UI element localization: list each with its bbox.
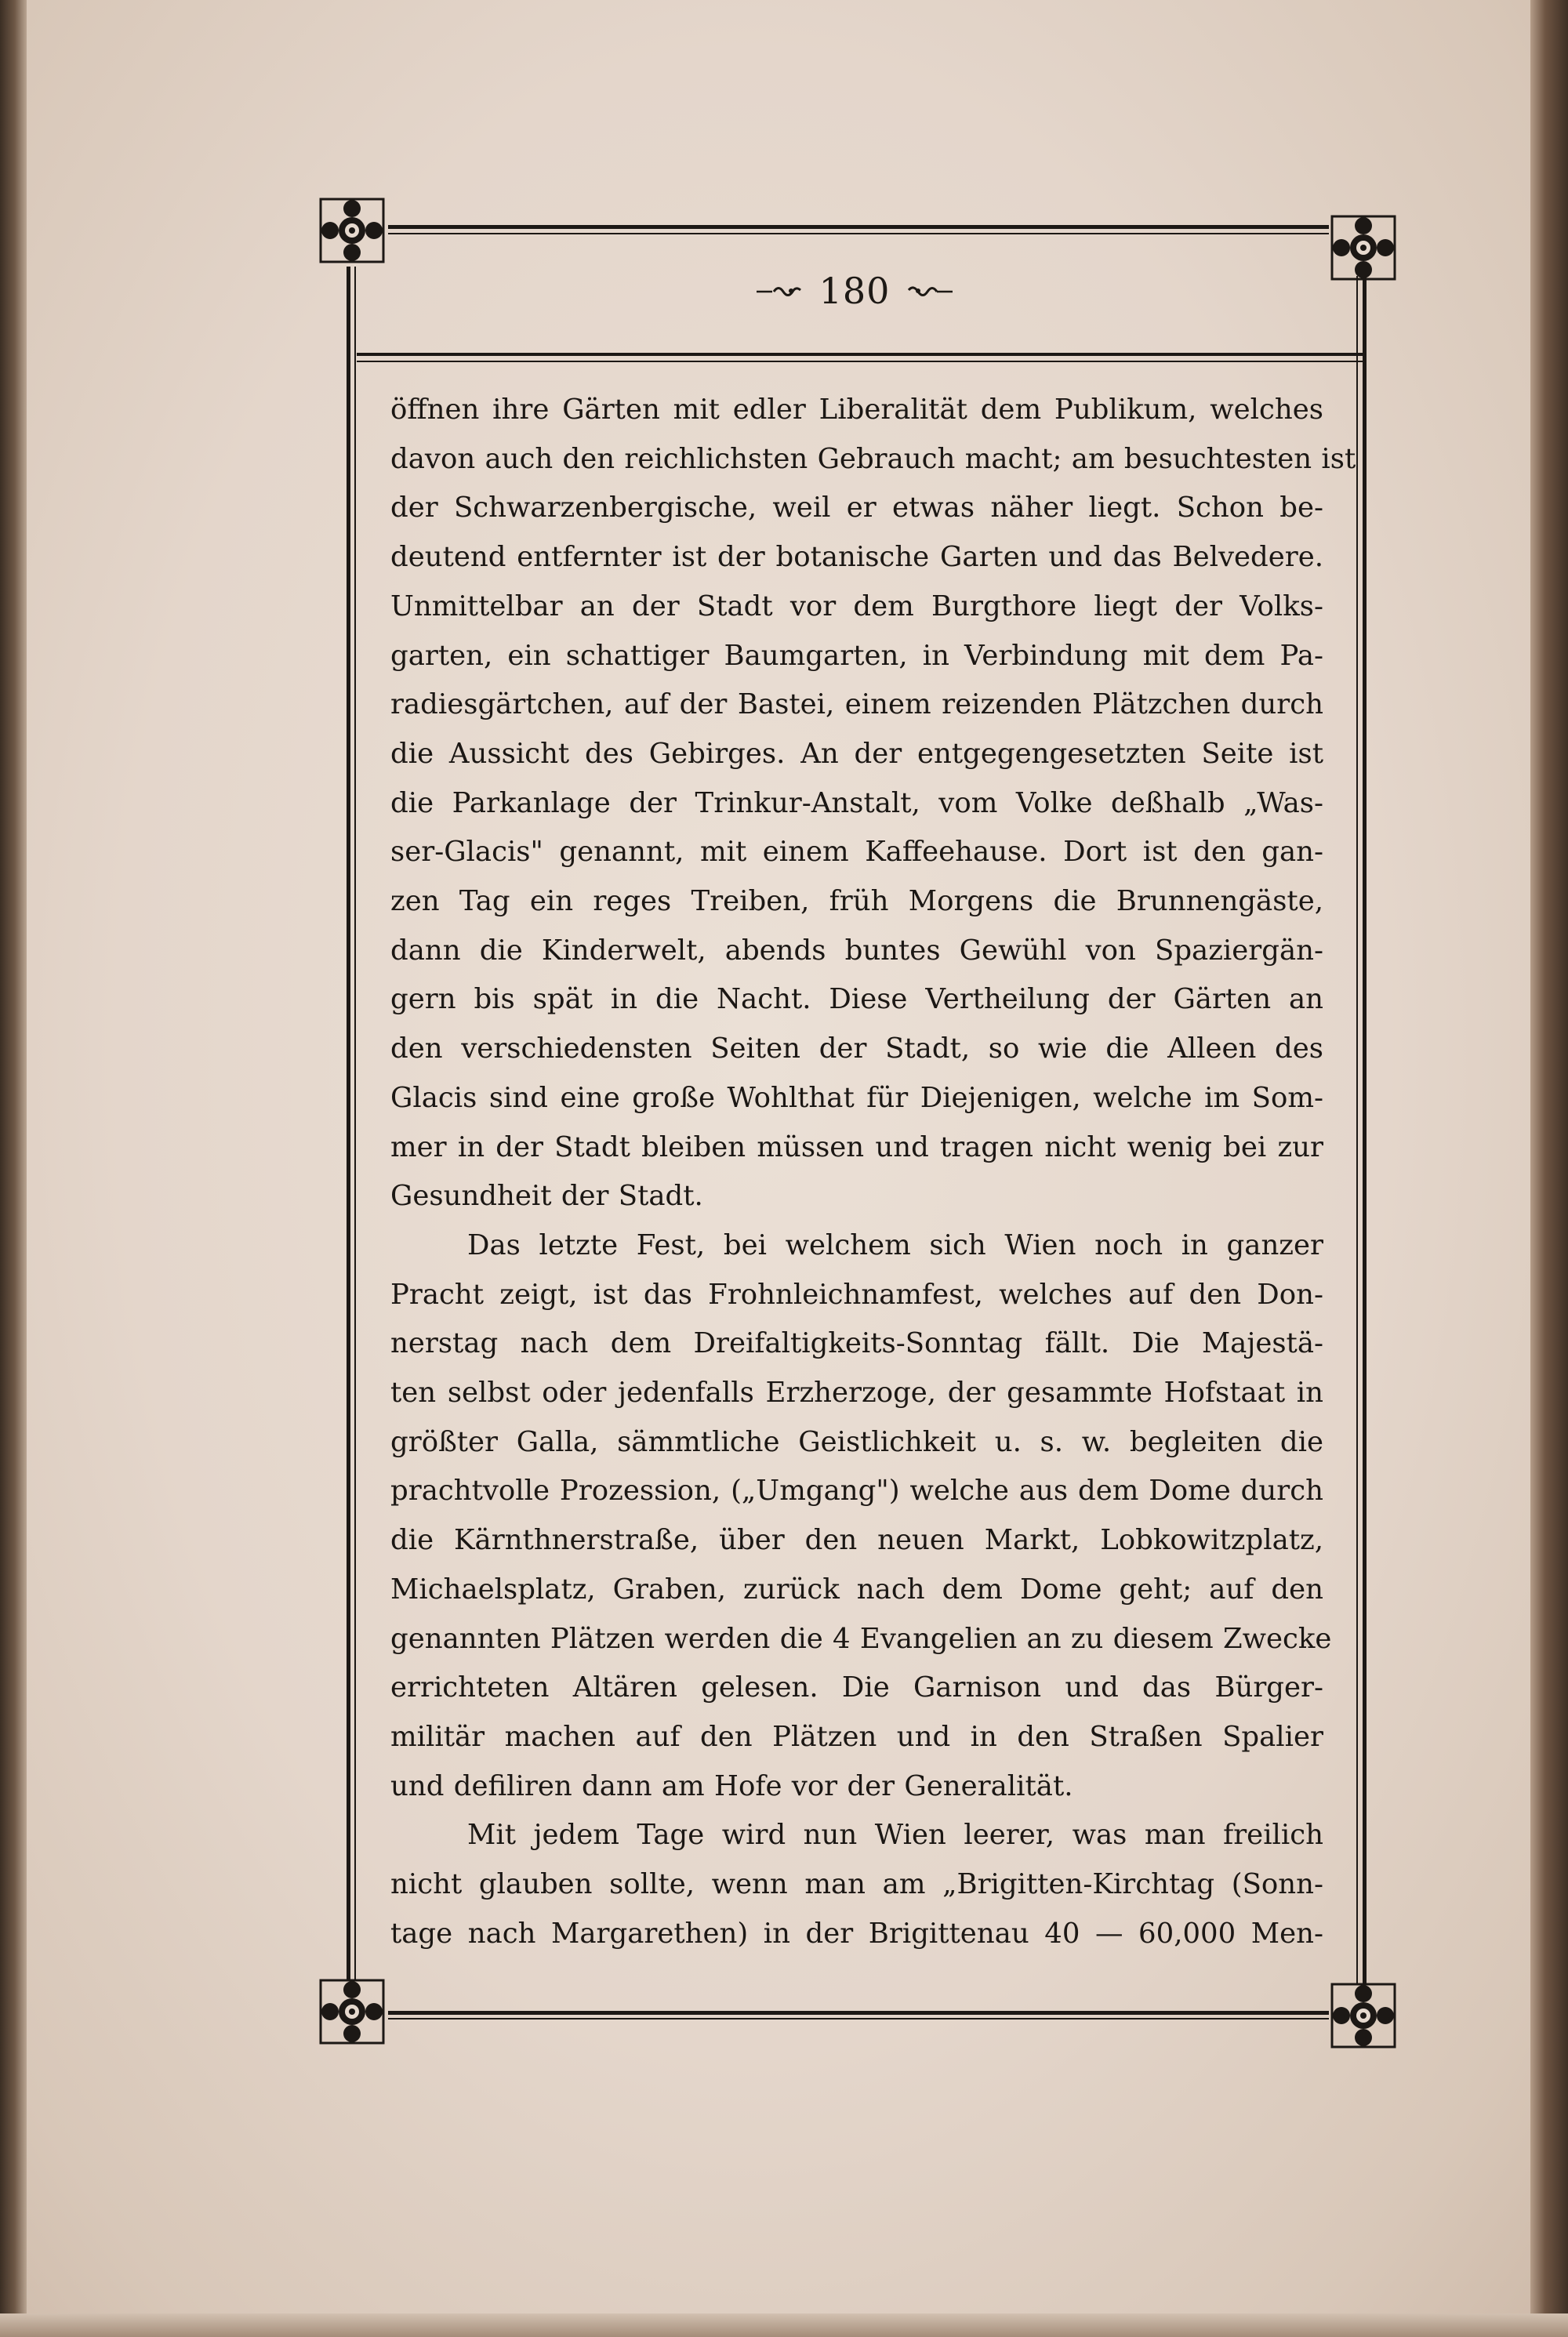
corner-ornament-icon	[1329, 213, 1398, 282]
page-bottom-edge	[0, 2313, 1568, 2337]
text-line: tage nach Margarethen) in der Brigittenau 40 — 60,000 Men-	[390, 1917, 1323, 1950]
text-line: Michaelsplatz, Graben, zurück nach dem Dome geht; auf den	[390, 1573, 1323, 1606]
frame-right-rule	[1363, 276, 1367, 1985]
text-line: deutend entfernter ist der botanische Garten und das Belvedere.	[390, 541, 1323, 574]
text-line: und defiliren dann am Hofe vor der Generalität.	[390, 1769, 1073, 1802]
frame-bottom-rule	[388, 2011, 1329, 2015]
paragraph	[390, 1221, 1332, 1811]
text-line: ser-Glacis" genannt, mit einem Kaffeehause. Dort ist den gan-	[390, 836, 1323, 869]
page-edge	[1530, 0, 1568, 2337]
text-line: genannten Plätzen werden die 4 Evangelien an zu diesem Zwecke	[390, 1622, 1332, 1655]
text-line: Das letzte Fest, bei welchem sich Wien noch in ganzer	[467, 1228, 1323, 1261]
frame-bottom-rule-thin	[388, 2018, 1329, 2019]
body-text	[390, 386, 1356, 1959]
text-line: ten selbst oder jedenfalls Erzherzoge, der gesammte Hofstaat in	[390, 1377, 1323, 1410]
paragraph	[390, 386, 1356, 1221]
text-line: prachtvolle Prozession, („Umgang") welche aus dem Dome durch	[390, 1475, 1323, 1508]
page-header	[706, 263, 1004, 318]
text-line: garten, ein schattiger Baumgarten, in Verbindung mit dem Pa-	[390, 639, 1323, 672]
frame-left-rule-thin	[354, 267, 356, 1980]
text-line: errichteten Altären gelesen. Die Garnison und das Bürger-	[390, 1671, 1323, 1704]
frame-right-rule-thin	[1356, 276, 1358, 1985]
text-line: nerstag nach dem Dreifaltigkeits-Sonntag fällt. Die Majestä-	[390, 1327, 1323, 1360]
header-rule-thin	[357, 361, 1364, 362]
text-line: Glacis sind eine große Wohlthat für Diejenigen, welche im Som-	[390, 1081, 1323, 1114]
book-spine-edge	[0, 0, 27, 2337]
text-line: die Parkanlage der Trinkur-Anstalt, vom Volke deßhalb „Was-	[390, 786, 1323, 819]
corner-ornament-icon	[318, 196, 387, 265]
text-line: Mit jedem Tage wird nun Wien leerer, was man freilich	[467, 1819, 1323, 1852]
text-line: Unmittelbar an der Stadt vor dem Burgthore liegt der Volks-	[390, 590, 1323, 622]
text-line: die Kärnthnerstraße, über den neuen Markt, Lobkowitzplatz,	[390, 1524, 1323, 1557]
text-line: zen Tag ein reges Treiben, früh Morgens die Brunnengäste,	[390, 885, 1323, 918]
flourish-left-icon	[755, 281, 805, 300]
text-line: Pracht zeigt, ist das Frohnleichnamfest, welches auf den Don-	[390, 1278, 1323, 1311]
text-line: mer in der Stadt bleiben müssen und tragen nicht wenig bei zur	[390, 1130, 1323, 1163]
text-line: größter Galla, sämmtliche Geistlichkeit u. s. w. begleiten die	[390, 1425, 1323, 1458]
frame-top-rule	[388, 225, 1329, 229]
paragraph	[390, 1811, 1323, 1958]
text-line: militär machen auf den Plätzen und in den Straßen Spalier	[390, 1720, 1323, 1753]
text-line: öffnen ihre Gärten mit edler Liberalität dem Publikum, welches	[390, 394, 1323, 426]
text-line: nicht glauben sollte, wenn man am „Brigitten-Kirchtag (Sonn-	[390, 1868, 1323, 1901]
text-line: gern bis spät in die Nacht. Diese Vertheilung der Gärten an	[390, 983, 1323, 1016]
page-number: 180	[818, 270, 891, 312]
text-line: der Schwarzenbergische, weil er etwas näher liegt. Schon be-	[390, 492, 1323, 524]
text-line: davon auch den reichlichsten Gebrauch macht; am besuchtesten ist	[390, 442, 1356, 475]
text-line: dann die Kinderwelt, abends buntes Gewühl von Spaziergän-	[390, 934, 1323, 967]
text-line: Gesundheit der Stadt.	[390, 1180, 703, 1213]
header-rule	[357, 353, 1364, 356]
text-line: die Aussicht des Gebirges. An der entgegengesetzten Seite ist	[390, 737, 1323, 770]
frame-top-rule-thin	[388, 233, 1329, 234]
text-line: radiesgärtchen, auf der Bastei, einem reizenden Plätzchen durch	[390, 688, 1323, 721]
corner-ornament-icon	[318, 1977, 387, 2046]
frame-left-rule	[347, 267, 350, 1980]
corner-ornament-icon	[1329, 1981, 1398, 2050]
flourish-right-icon	[904, 281, 954, 300]
text-line: den verschiedensten Seiten der Stadt, so wie die Alleen des	[390, 1032, 1323, 1065]
